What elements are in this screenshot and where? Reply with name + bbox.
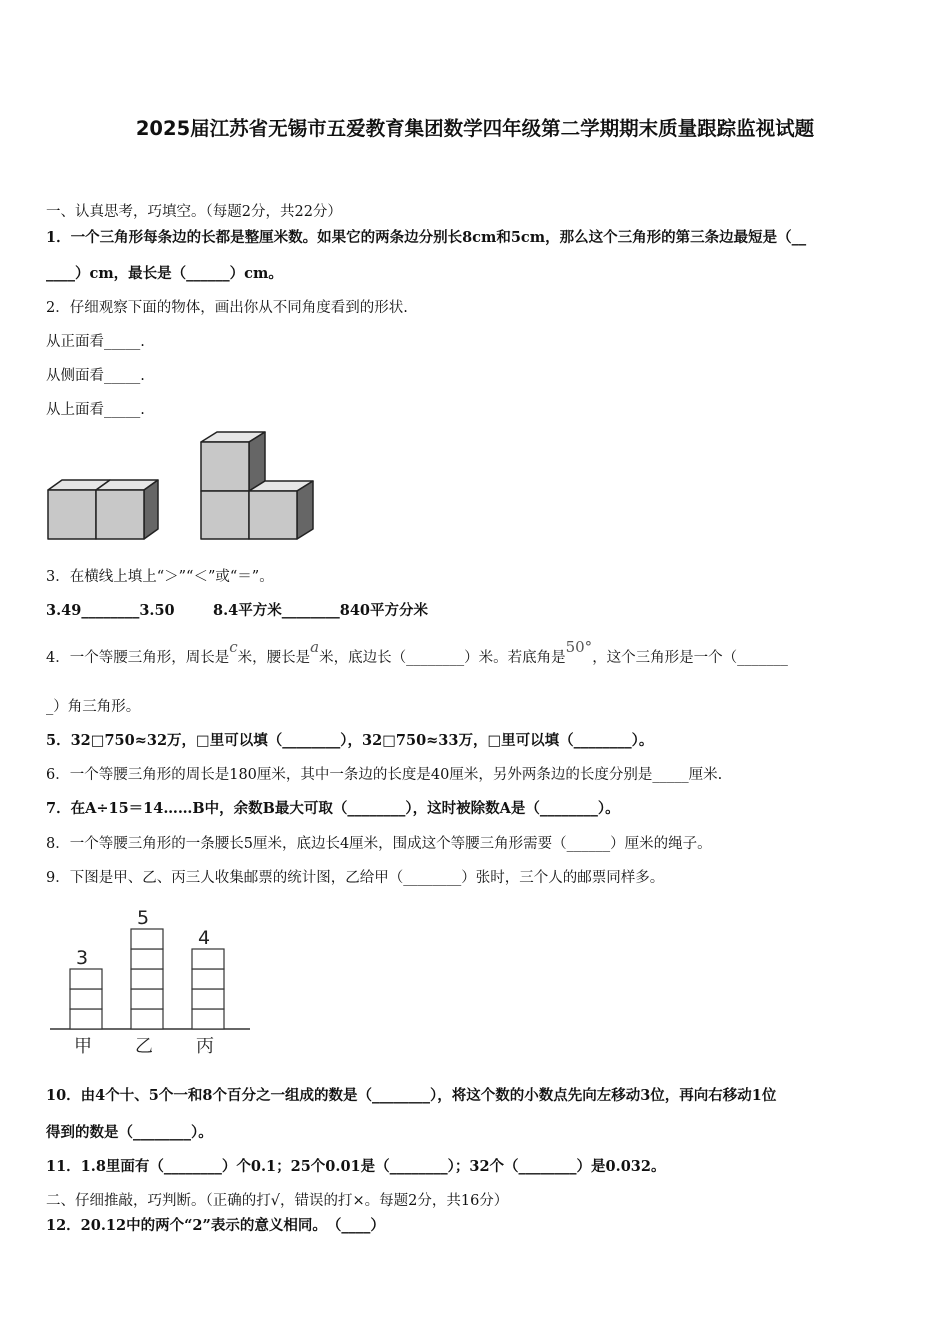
bar-box-1-3 <box>131 949 163 969</box>
angle-50-degrees: 50° <box>565 638 593 656</box>
bar-box-1-1 <box>131 989 163 1009</box>
bar-value-label: 3 <box>76 947 89 969</box>
question-4-text-1: 4．一个等腰三角形，周长是 <box>46 650 230 666</box>
section-1-heading: 一、认真思考，巧填空。（每题2分，共22分） <box>46 204 342 220</box>
question-12: 12．20.12中的两个“2”表示的意义相同。 （____） <box>46 1217 385 1234</box>
question-10-line-2: 得到的数是（________）。 <box>46 1124 213 1141</box>
variable-c: c <box>229 638 238 656</box>
bar-box-0-1 <box>70 989 102 1009</box>
bar-box-0-2 <box>70 969 102 989</box>
question-4-text-4: ，这个三角形是一个（_______ <box>592 650 788 666</box>
bar-box-2-1 <box>192 989 224 1009</box>
question-10-line-1: 10．由4个十、5个一和8个百分之一组成的数是（________），将这个数的小数点先向左移动3位，再向右移动1位 <box>46 1087 777 1104</box>
question-2-front-view: 从正面看_____. <box>46 334 145 350</box>
question-6: 6．一个等腰三角形的周长是180厘米，其中一条边的长度是40厘米，另外两条边的长度分别是_____厘米. <box>46 767 723 783</box>
category-label: 丙 <box>196 1036 214 1057</box>
question-4-line-2: _）角三角形。 <box>46 699 141 715</box>
question-4-line-1 <box>46 638 788 667</box>
section-2-heading: 二、仔细推敲，巧判断。（正确的打√，错误的打×。每题2分，共16分） <box>46 1193 509 1209</box>
question-3-part-a: 3.49________3.50 <box>46 602 175 619</box>
bar-box-2-0 <box>192 1009 224 1029</box>
category-label: 甲 <box>74 1036 92 1057</box>
question-5: 5．32□750≈32万，□里可以填（________），32□750≈33万，□里可以填（________）。 <box>46 732 654 749</box>
bar-value-label: 4 <box>198 927 211 949</box>
question-9: 9．下图是甲、乙、丙三人收集邮票的统计图，乙给甲（________）张时，三个人的邮票同样多。 <box>46 870 665 886</box>
bar-box-2-2 <box>192 969 224 989</box>
variable-a: a <box>310 638 320 656</box>
question-4-text-2: 米，腰长是 <box>237 650 311 666</box>
category-label: 乙 <box>135 1036 153 1057</box>
bar-value-label: 5 <box>137 907 150 929</box>
question-2: 2．仔细观察下面的物体，画出你从不同角度看到的形状. <box>46 300 408 316</box>
question-1-line-2: ____）cm，最长是（______）cm。 <box>46 265 283 282</box>
bar-box-1-4 <box>131 929 163 949</box>
question-8: 8．一个等腰三角形的一条腰长5厘米，底边长4厘米，围成这个等腰三角形需要（______）厘米的绳子。 <box>46 836 712 852</box>
stamp-bar-chart <box>40 895 260 1063</box>
question-2-side-view: 从侧面看_____. <box>46 368 145 384</box>
page-title: 2025届江苏省无锡市五爱教育集团数学四年级第二学期期末质量跟踪监视试题 <box>135 117 815 140</box>
cube-group-left <box>48 480 158 539</box>
question-1-line-1: 1．一个三角形每条边的长都是整厘米数。如果它的两条边分别长8cm和5cm，那么这个三角形的第三条边最短是（__ <box>46 229 807 246</box>
bar-box-0-0 <box>70 1009 102 1029</box>
question-4-text-3: 米，底边长（________）米。若底角是 <box>319 650 566 666</box>
cube-figures <box>40 428 330 548</box>
question-3-part-b: 8.4平方米________840平方分米 <box>213 602 428 619</box>
bar-box-1-2 <box>131 969 163 989</box>
bar-box-1-0 <box>131 1009 163 1029</box>
question-3: 3．在横线上填上“＞”“＜”或“＝”。 <box>46 569 274 585</box>
cube-group-right <box>201 432 313 539</box>
question-11: 11．1.8里面有（________）个0.1；25个0.01是（________）；32个（________）是0.032。 <box>46 1158 666 1175</box>
question-2-top-view: 从上面看_____. <box>46 402 145 418</box>
question-7: 7．在A÷15＝14……B中，余数B最大可取（________），这时被除数A是（________）。 <box>46 800 620 817</box>
bar-box-2-3 <box>192 949 224 969</box>
